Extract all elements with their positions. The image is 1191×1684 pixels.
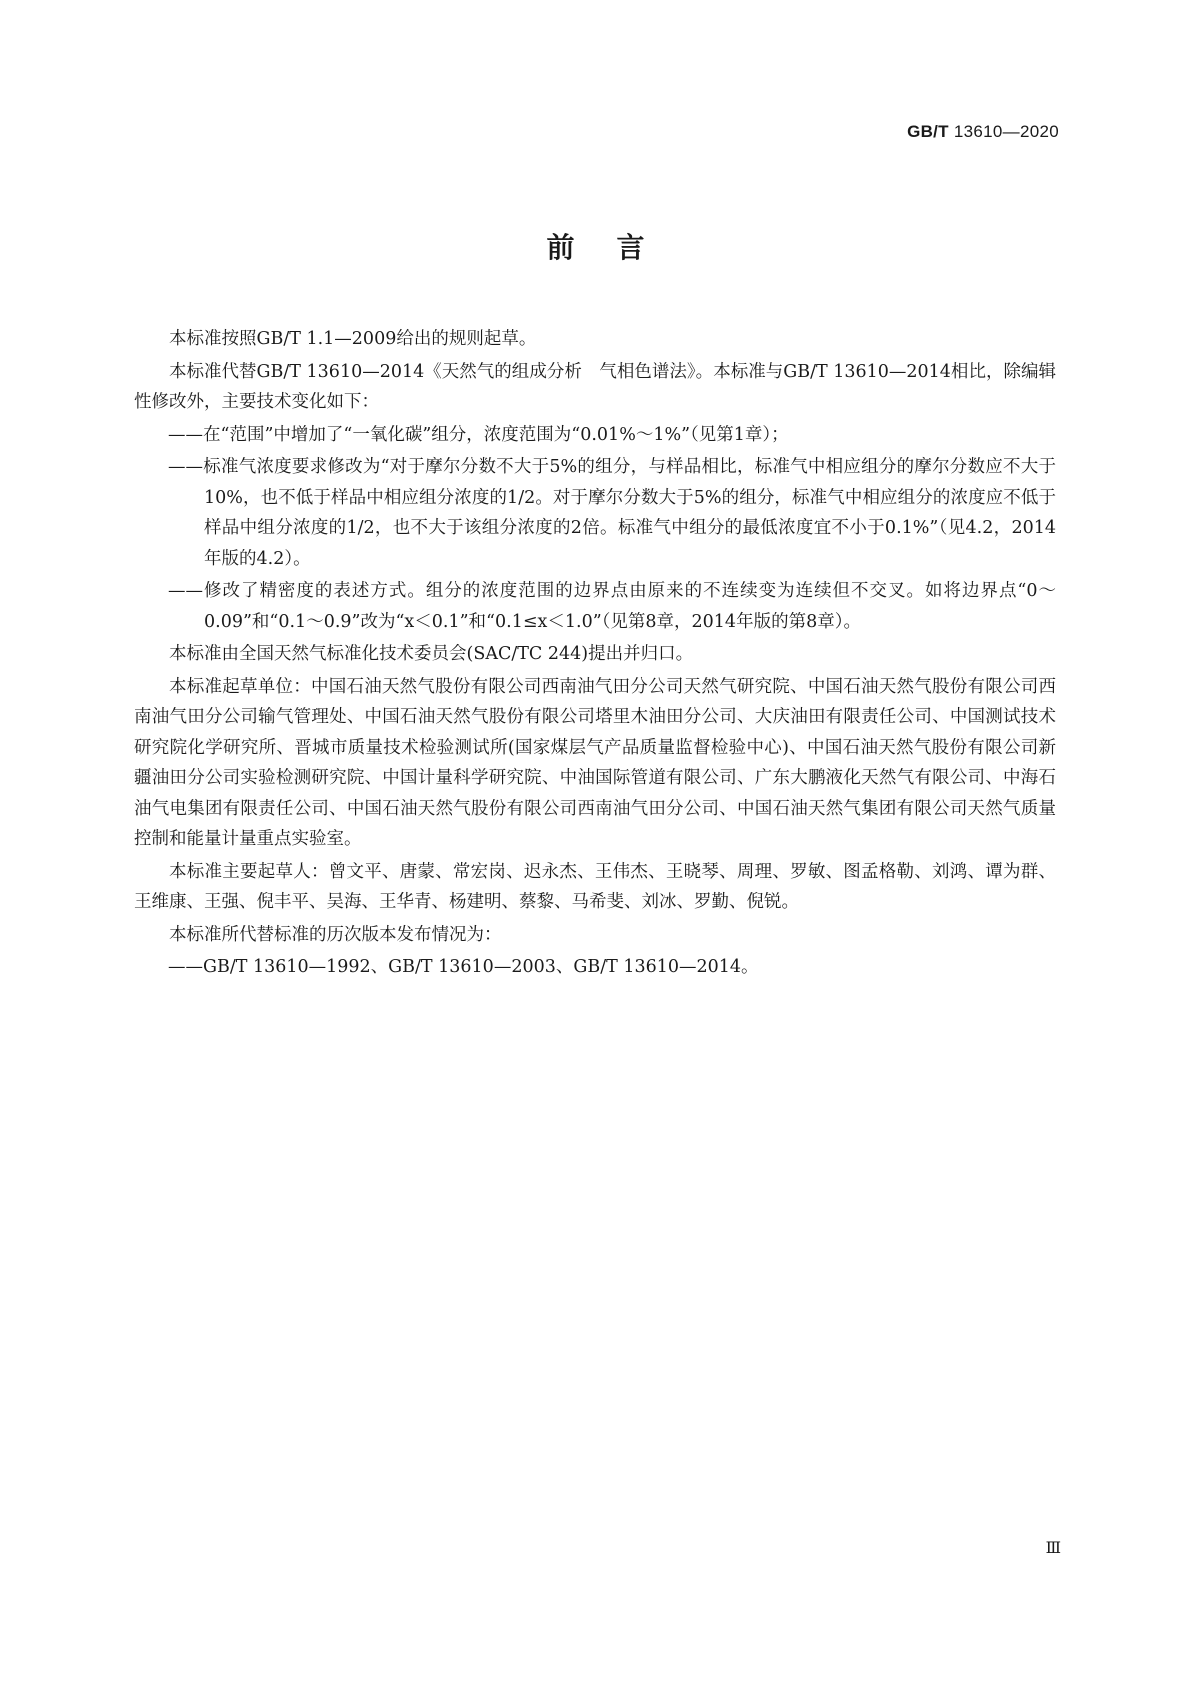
page-title: 前言 bbox=[546, 231, 687, 264]
paragraph-drafting-rules: 本标准按照GB/T 1.1—2009给出的规则起草。 bbox=[169, 329, 537, 349]
standard-code-number: 13610—2020 bbox=[953, 122, 1059, 141]
history-item-versions: ——GB/T 13610—1992、GB/T 13610—2003、GB/T 13610—2014。 bbox=[168, 957, 759, 977]
paragraph-replaces: 本标准代替GB/T 13610—2014《天然气的组成分析 气相色谱法》。本标准与GB/T 13610—2014相比，除编辑性修改外，主要技术变化如下： bbox=[134, 361, 1056, 412]
foreword-body bbox=[134, 324, 1056, 985]
paragraph-history-intro: 本标准所代替标准的历次版本发布情况为： bbox=[169, 924, 502, 945]
page-number: Ⅲ bbox=[1045, 1538, 1061, 1557]
change-item-standard-gas: ——标准气浓度要求修改为“对于摩尔分数不大于5%的组分，与样品相比，标准气中相应组分的摩尔分数应不大于10%，也不低于样品中相应组分浓度的1/2。对于摩尔分数大于5%的组分，标准气中相应组分的浓度应不低于样品中组分浓度的1/2，也不大于该组分浓度的2倍。标准气中组分的最低浓度宜不小于0.1%”（见4.2，2014年版的4.2）。 bbox=[168, 457, 1056, 569]
change-item-precision: ——修改了精密度的表述方式。组分的浓度范围的边界点由原来的不连续变为连续但不交叉。如将边界点“0～0.09”和“0.1～0.9”改为“x＜0.1”和“0.1≤x＜1.0”（见第8章，2014年版的第8章）。 bbox=[168, 581, 1056, 632]
standard-code bbox=[907, 122, 1059, 142]
paragraph-drafting-units: 本标准起草单位：中国石油天然气股份有限公司西南油气田分公司天然气研究院、中国石油天然气股份有限公司西南油气田分公司输气管理处、中国石油天然气股份有限公司塔里木油田分公司、大庆油田有限责任公司、中国测试技术研究院化学研究所、晋城市质量技术检验测试所(国家煤层气产品质量监督检验中心)、中国石油天然气股份有限公司新疆油田分公司实验检测研究院、中国计量科学研究院、中油国际管道有限公司、广东大鹏液化天然气有限公司、中海石油气电集团有限责任公司、中国石油天然气股份有限公司西南油气田分公司、中国石油天然气集团有限公司天然气质量控制和能量计量重点实验室。 bbox=[134, 676, 1056, 849]
standard-code-prefix: GB/T bbox=[907, 122, 949, 141]
paragraph-proposed-by: 本标准由全国天然气标准化技术委员会(SAC/TC 244)提出并归口。 bbox=[169, 644, 694, 664]
change-item-scope: ——在“范围”中增加了“一氧化碳”组分，浓度范围为“0.01%～1%”（见第1章）； bbox=[168, 424, 789, 445]
paragraph-drafters: 本标准主要起草人：曾文平、唐蒙、常宏岗、迟永杰、王伟杰、王晓琴、周理、罗敏、图孟格勒、刘鸿、谭为群、王维康、王强、倪丰平、吴海、王华青、杨建明、蔡黎、马希斐、刘冰、罗勤、倪锐。 bbox=[134, 861, 1056, 912]
